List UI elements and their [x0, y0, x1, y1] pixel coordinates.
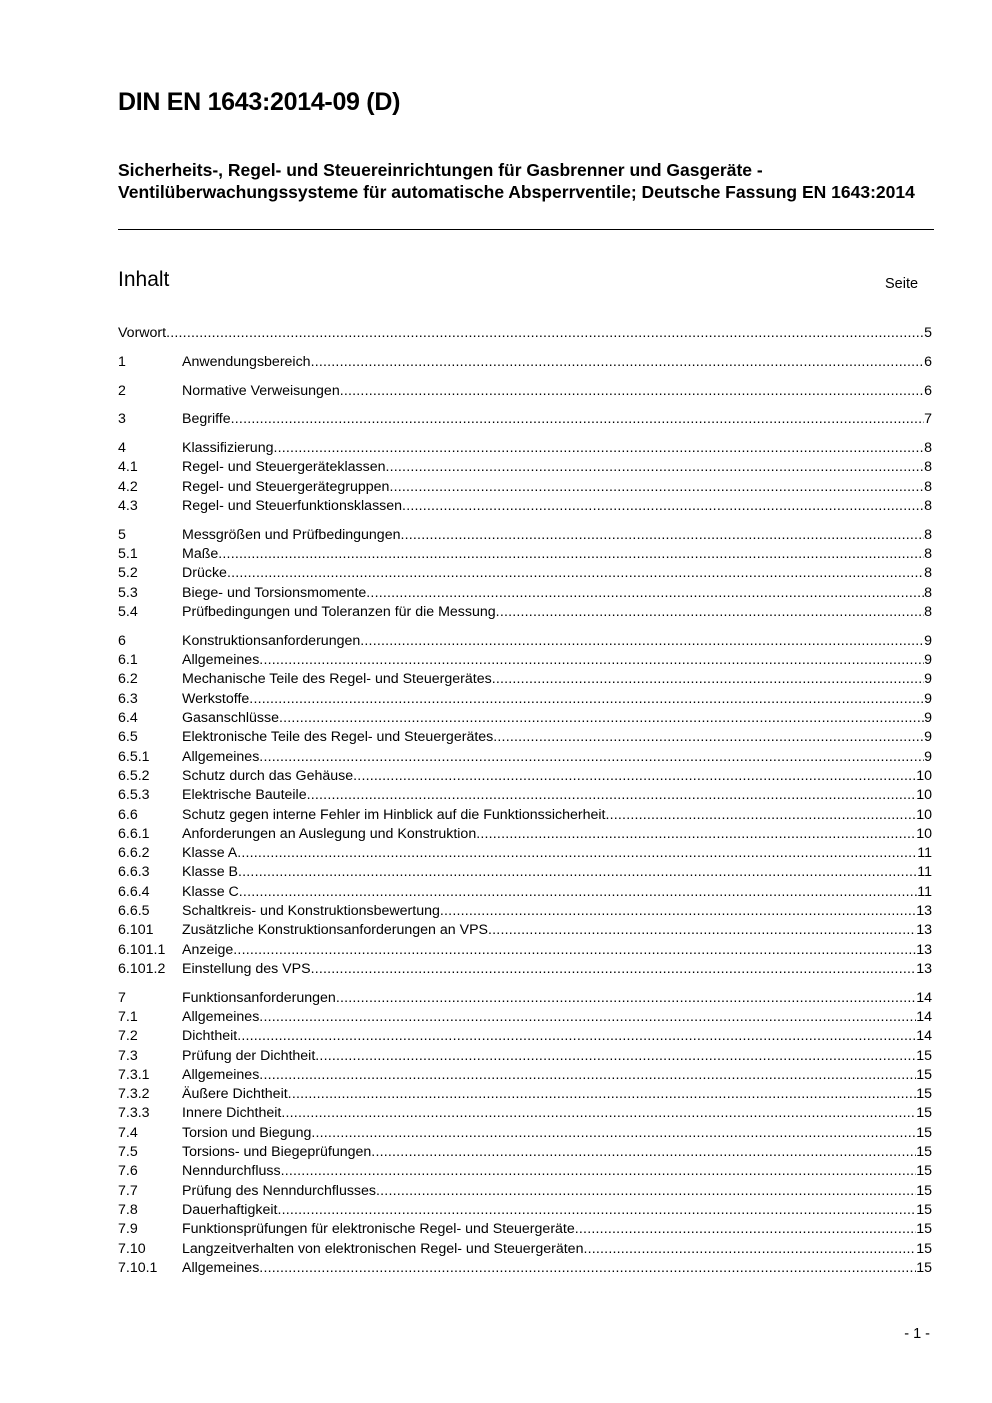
toc-dot-leader: [288, 1085, 917, 1104]
toc-entry[interactable]: [118, 1047, 932, 1066]
toc-dot-leader: [376, 1182, 916, 1201]
toc-entry-title: Allgemeines: [182, 748, 260, 765]
toc-dot-leader: [360, 632, 924, 651]
toc-entry-number: 7.10.1: [118, 1259, 158, 1276]
toc-entry[interactable]: [118, 382, 932, 401]
document-subtitle: Sicherheits-, Regel- und Steuereinrichtungen für Gasbrenner und Gasgeräte - Ventilüberwachungssysteme für automatische Absperrventile; Deutsche Fassung EN 1643:2014: [118, 160, 915, 202]
toc-dot-leader: [340, 382, 924, 401]
toc-entry-title: Einstellung des VPS: [182, 960, 311, 977]
toc-dot-leader: [166, 324, 924, 343]
toc-entry-number: 7.1: [118, 1009, 138, 1025]
toc-entry[interactable]: [118, 921, 932, 940]
toc-dot-leader: [311, 1124, 916, 1143]
page-number: - 1 -: [904, 1326, 930, 1342]
toc-entry-title: Klasse C: [182, 883, 239, 900]
toc-entry-page: 10: [916, 825, 932, 842]
toc-entry-number: 4: [118, 440, 126, 457]
toc-entry-title: Regel- und Steuergerätegruppen: [182, 478, 390, 495]
toc-dot-leader: [249, 690, 924, 709]
toc-entry-title: Vorwort: [118, 325, 167, 341]
toc-dot-leader: [488, 921, 916, 940]
toc-entry-title: Normative Verweisungen: [182, 382, 340, 399]
toc-entry-page: 11: [917, 845, 932, 862]
toc-entry-title: Zusätzliche Konstruktionsanforderungen an VPS: [182, 922, 489, 939]
toc-entry-number: 4.1: [118, 459, 138, 476]
toc-entry[interactable]: [118, 324, 932, 343]
toc-entry[interactable]: [118, 941, 932, 960]
toc-entry-title: Elektrische Bauteile: [182, 787, 307, 804]
toc-dot-leader: [385, 458, 924, 477]
toc-entry-title: Torsions- und Biegeprüfungen: [182, 1144, 372, 1161]
toc-entry[interactable]: [118, 1124, 932, 1143]
toc-entry-page: 13: [916, 922, 932, 939]
toc-entry-number: 6.101: [118, 922, 154, 939]
toc-entry-page: 8: [924, 565, 932, 582]
toc-entry-page: 9: [924, 710, 932, 727]
toc-entry-number: 6.5.2: [118, 767, 150, 784]
toc-dot-leader: [227, 564, 924, 583]
toc-dot-leader: [233, 941, 916, 960]
toc-dot-leader: [492, 670, 924, 689]
toc-entry-number: 6.6.2: [118, 845, 150, 862]
toc-entry[interactable]: [118, 497, 932, 516]
toc-entry[interactable]: [118, 564, 932, 583]
toc-dot-leader: [307, 786, 917, 805]
toc-entry-title: Dichtheit: [182, 1028, 238, 1045]
toc-entry-page: 8: [924, 526, 932, 543]
toc-entry-title: Anwendungsbereich: [182, 353, 311, 370]
toc-entry[interactable]: [118, 748, 932, 767]
toc-dot-leader: [371, 1143, 916, 1162]
toc-dot-leader: [496, 603, 924, 622]
toc-entry-title: Klasse A: [182, 845, 238, 862]
toc-entry-title: Prüfung des Nenndurchflusses: [182, 1182, 377, 1199]
toc-entry-number: 7.9: [118, 1221, 138, 1238]
toc-dot-leader: [605, 806, 916, 825]
toc-entry-number: 6: [118, 632, 126, 649]
toc-entry[interactable]: [118, 526, 932, 545]
toc-entry[interactable]: [118, 767, 932, 786]
toc-entry-title: Funktionsprüfungen für elektronische Regel- und Steuergeräte: [182, 1221, 575, 1238]
toc-entry-title: Torsion und Biegung: [182, 1124, 312, 1141]
toc-entry[interactable]: [118, 883, 932, 902]
toc-entry-title: Klasse B: [182, 864, 238, 881]
toc-entry[interactable]: [118, 690, 932, 709]
toc-entry-page: 13: [916, 941, 932, 958]
toc-dot-leader: [311, 353, 925, 372]
toc-dot-leader: [400, 526, 924, 545]
toc-entry-page: 10: [916, 806, 932, 823]
toc-entry-page: 15: [916, 1066, 932, 1083]
toc-entry[interactable]: [118, 786, 932, 805]
toc-entry[interactable]: [118, 410, 932, 429]
toc-entry-page: 7: [924, 411, 932, 428]
toc-entry[interactable]: [118, 1008, 932, 1027]
toc-entry-title: Funktionsanforderungen: [182, 989, 336, 1006]
toc-dot-leader: [239, 883, 917, 902]
toc-entry-title: Allgemeines: [182, 1259, 260, 1276]
toc-entry-page: 9: [924, 632, 932, 649]
toc-entry-number: 6.6.1: [118, 825, 150, 842]
toc-entry-number: 7: [118, 989, 126, 1006]
toc-entry-page: 8: [924, 459, 932, 476]
toc-entry-title: Anzeige: [182, 941, 234, 958]
toc-entry-number: 7.5: [118, 1144, 138, 1161]
toc-entry-title: Schutz gegen interne Fehler im Hinblick auf die Funktionssicherheit: [182, 806, 606, 823]
toc-entry-title: Elektronische Teile des Regel- und Steuergerätes: [182, 729, 494, 746]
toc-entry-number: 6.2: [118, 671, 138, 688]
toc-entry-page: 9: [924, 690, 932, 707]
toc-entry-page: 11: [917, 883, 932, 900]
toc-entry-number: 6.5: [118, 729, 138, 746]
toc-entry-number: 6.4: [118, 710, 138, 727]
toc-entry-page: 14: [916, 1009, 932, 1025]
toc-entry[interactable]: [118, 1027, 932, 1046]
toc-entry-title: Schaltkreis- und Konstruktionsbewertung: [182, 903, 440, 920]
toc-entry-number: 5.3: [118, 584, 138, 601]
toc-entry-number: 1: [118, 353, 126, 370]
toc-entry-title: Messgrößen und Prüfbedingungen: [182, 526, 401, 543]
toc-dot-leader: [281, 1162, 917, 1181]
toc-entry-title: Mechanische Teile des Regel- und Steuergerätes: [182, 671, 492, 688]
toc-entry-number: 7.3.1: [118, 1066, 150, 1083]
toc-dot-leader: [259, 1008, 916, 1027]
toc-entry[interactable]: [118, 478, 932, 497]
toc-entry[interactable]: [118, 1201, 932, 1220]
toc-entry-title: Prüfung der Dichtheit: [182, 1047, 316, 1064]
toc-entry-page: 15: [916, 1086, 932, 1103]
table-of-contents: [118, 324, 932, 1278]
toc-entry-page: 8: [924, 440, 932, 457]
toc-entry-number: 6.5.3: [118, 787, 150, 804]
toc-entry[interactable]: [118, 1220, 932, 1239]
toc-entry-number: 6.6.4: [118, 883, 150, 900]
toc-entry-page: 15: [916, 1124, 932, 1141]
toc-entry-title: Regel- und Steuergeräteklassen: [182, 459, 386, 476]
toc-entry-number: 3: [118, 411, 126, 428]
page-column-label: Seite: [885, 276, 919, 292]
toc-entry[interactable]: [118, 1143, 932, 1162]
toc-entry[interactable]: [118, 1085, 932, 1104]
toc-entry-page: 14: [916, 1028, 932, 1045]
toc-entry-page: 15: [916, 1221, 932, 1238]
toc-entry[interactable]: [118, 603, 932, 622]
toc-entry-title: Dauerhaftigkeit: [182, 1201, 278, 1218]
toc-entry[interactable]: [118, 806, 932, 825]
toc-entry-page: 9: [924, 748, 932, 765]
toc-entry[interactable]: [118, 844, 932, 863]
toc-entry[interactable]: [118, 989, 932, 1008]
toc-entry-title: Konstruktionsanforderungen: [182, 632, 361, 649]
toc-entry-number: 5.4: [118, 604, 138, 621]
toc-dot-leader: [231, 410, 924, 429]
toc-entry-number: 5.1: [118, 546, 138, 563]
toc-entry-number: 7.10: [118, 1240, 146, 1257]
toc-dot-leader: [218, 545, 924, 564]
toc-dot-leader: [402, 497, 924, 516]
toc-entry[interactable]: [118, 439, 932, 458]
toc-entry-page: 8: [924, 604, 932, 621]
toc-entry-number: 6.101.2: [118, 960, 166, 977]
toc-entry-number: 6.6.3: [118, 864, 150, 881]
toc-entry-number: 7.7: [118, 1182, 138, 1199]
toc-entry-title: Allgemeines: [182, 652, 260, 669]
toc-dot-leader: [237, 844, 917, 863]
toc-entry-page: 9: [924, 652, 932, 669]
toc-entry[interactable]: [118, 728, 932, 747]
toc-entry-number: 7.3.3: [118, 1105, 150, 1122]
toc-entry[interactable]: [118, 545, 932, 564]
toc-entry-number: 7.8: [118, 1201, 138, 1218]
toc-entry[interactable]: [118, 709, 932, 728]
toc-entry-title: Maße: [182, 546, 219, 563]
toc-entry-page: 14: [916, 989, 932, 1006]
toc-entry-title: Klassifizierung: [182, 440, 274, 457]
toc-dot-leader: [315, 1047, 916, 1066]
toc-entry-page: 8: [924, 546, 932, 563]
toc-entry-page: 11: [917, 864, 932, 881]
toc-entry-number: 6.5.1: [118, 748, 150, 765]
toc-entry-page: 6: [924, 353, 932, 370]
toc-dot-leader: [277, 1201, 916, 1220]
toc-entry[interactable]: [118, 1182, 932, 1201]
document-title: DIN EN 1643:2014-09 (D): [118, 88, 401, 116]
toc-entry-title: Schutz durch das Gehäuse: [182, 767, 354, 784]
toc-dot-leader: [440, 902, 916, 921]
toc-entry-page: 9: [924, 671, 932, 688]
toc-entry-page: 6: [924, 382, 932, 399]
toc-entry[interactable]: [118, 863, 932, 882]
toc-entry-number: 4.2: [118, 478, 138, 495]
toc-entry[interactable]: [118, 960, 932, 979]
toc-entry-page: 10: [916, 767, 932, 784]
toc-entry-page: 9: [924, 729, 932, 746]
toc-dot-leader: [311, 960, 917, 979]
toc-dot-leader: [389, 478, 924, 497]
toc-heading: Inhalt: [118, 268, 170, 291]
toc-entry-number: 7.3.2: [118, 1086, 150, 1103]
toc-entry[interactable]: [118, 1104, 932, 1123]
toc-entry-title: Allgemeines: [182, 1009, 260, 1025]
toc-entry[interactable]: [118, 458, 932, 477]
toc-dot-leader: [259, 1259, 916, 1278]
toc-entry[interactable]: [118, 632, 932, 651]
toc-entry-title: Allgemeines: [182, 1066, 260, 1083]
toc-entry-title: Nenndurchfluss: [182, 1163, 281, 1180]
toc-entry[interactable]: [118, 1259, 932, 1278]
toc-entry-page: 13: [916, 903, 932, 920]
toc-dot-leader: [493, 728, 924, 747]
toc-entry[interactable]: [118, 1162, 932, 1181]
toc-dot-leader: [273, 439, 924, 458]
toc-dot-leader: [237, 1027, 916, 1046]
toc-entry-title: Äußere Dichtheit: [182, 1086, 288, 1103]
toc-entry-page: 15: [916, 1240, 932, 1257]
toc-dot-leader: [238, 863, 917, 882]
toc-entry-number: 7.2: [118, 1028, 138, 1045]
toc-dot-leader: [259, 1066, 916, 1085]
toc-entry[interactable]: [118, 651, 932, 670]
toc-dot-leader: [259, 651, 924, 670]
toc-entry-title: Biege- und Torsionsmomente: [182, 584, 367, 601]
toc-entry-page: 5: [924, 325, 932, 341]
toc-entry-number: 7.4: [118, 1124, 138, 1141]
toc-entry[interactable]: [118, 825, 932, 844]
toc-dot-leader: [583, 1240, 916, 1259]
toc-entry-page: 8: [924, 584, 932, 601]
toc-entry-number: 7.6: [118, 1163, 138, 1180]
toc-entry-title: Gasanschlüsse: [182, 710, 279, 727]
toc-entry-number: 7.3: [118, 1047, 138, 1064]
toc-entry-title: Begriffe: [182, 411, 231, 428]
title-divider: [118, 229, 934, 230]
toc-entry-number: 6.1: [118, 652, 138, 669]
toc-dot-leader: [353, 767, 916, 786]
toc-entry-page: 10: [916, 787, 932, 804]
toc-entry[interactable]: [118, 1240, 932, 1259]
toc-entry[interactable]: [118, 1066, 932, 1085]
toc-entry-title: Prüfbedingungen und Toleranzen für die Messung: [182, 604, 496, 621]
toc-entry[interactable]: [118, 670, 932, 689]
toc-entry-page: 15: [916, 1144, 932, 1161]
toc-entry-title: Innere Dichtheit: [182, 1105, 282, 1122]
toc-entry-title: Langzeitverhalten von elektronischen Regel- und Steuergeräten: [182, 1240, 584, 1257]
toc-entry-number: 2: [118, 382, 126, 399]
toc-entry-number: 5.2: [118, 565, 138, 582]
toc-dot-leader: [281, 1104, 916, 1123]
toc-entry-title: Werkstoffe: [182, 690, 250, 707]
toc-entry-page: 15: [916, 1047, 932, 1064]
toc-dot-leader: [336, 989, 916, 1008]
toc-entry-number: 4.3: [118, 498, 138, 515]
toc-dot-leader: [575, 1220, 916, 1239]
toc-dot-leader: [279, 709, 924, 728]
toc-entry-page: 13: [916, 960, 932, 977]
toc-entry-title: Regel- und Steuerfunktionsklassen: [182, 498, 403, 515]
toc-entry-page: 8: [924, 478, 932, 495]
toc-dot-leader: [366, 584, 924, 603]
toc-dot-leader: [476, 825, 916, 844]
toc-dot-leader: [259, 748, 924, 767]
toc-entry-number: 6.6: [118, 806, 138, 823]
toc-entry[interactable]: [118, 902, 932, 921]
toc-entry[interactable]: [118, 584, 932, 603]
toc-entry-page: 15: [916, 1201, 932, 1218]
toc-entry-number: 5: [118, 526, 126, 543]
toc-entry[interactable]: [118, 353, 932, 372]
toc-entry-page: 15: [916, 1105, 932, 1122]
toc-entry-number: 6.3: [118, 690, 138, 707]
toc-entry-page: 15: [916, 1182, 932, 1199]
toc-entry-page: 15: [916, 1259, 932, 1276]
toc-entry-title: Anforderungen an Auslegung und Konstruktion: [182, 825, 477, 842]
toc-entry-page: 15: [916, 1163, 932, 1180]
toc-entry-page: 8: [924, 498, 932, 515]
toc-entry-title: Drücke: [182, 565, 227, 582]
toc-entry-number: 6.6.5: [118, 903, 150, 920]
toc-entry-number: 6.101.1: [118, 941, 166, 958]
